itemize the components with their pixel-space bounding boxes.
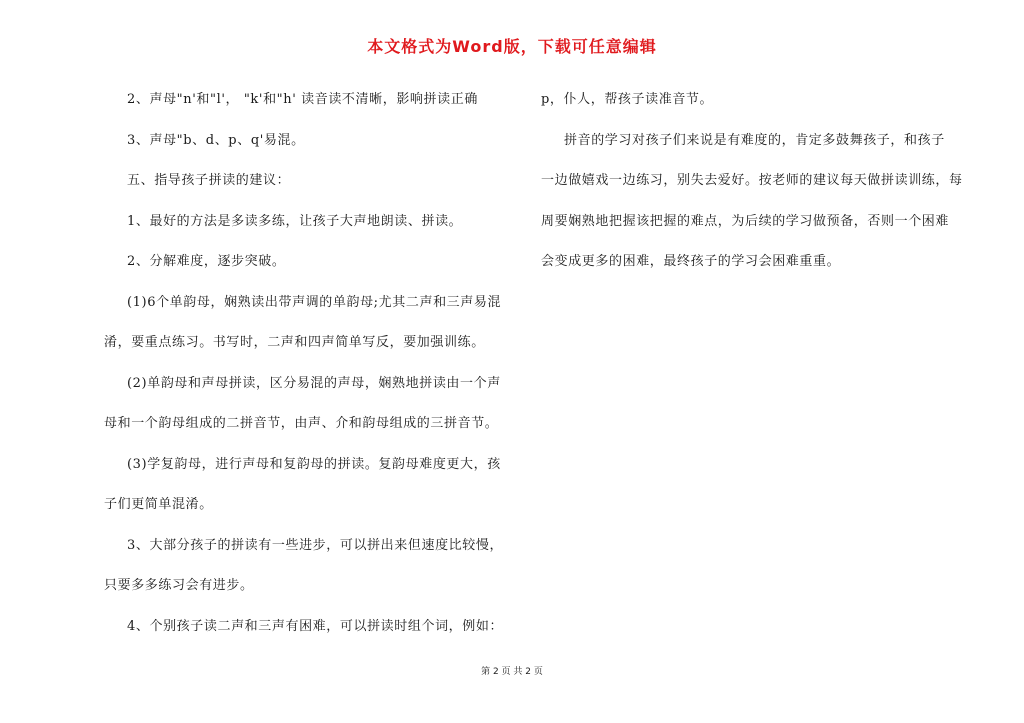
left-paragraph-line: 五、指导孩子拼读的建议： [127, 173, 291, 188]
left-paragraph-line: 3、大部分孩子的拼读有一些进步，可以拼出来但速度比较慢， [127, 537, 504, 553]
left-paragraph-line: (1)6个单韵母，娴熟读出带声调的单韵母;尤其二声和三声易混 [127, 294, 502, 310]
left-paragraph-line: 2、声母"n'和"l'， "k'和"h' 读音读不清晰，影响拼读正确 [127, 92, 478, 107]
document-banner: 本文格式为Word版，下载可任意编辑 [367, 37, 657, 56]
left-paragraph-line: (2)单韵母和声母拼读，区分易混的声母，娴熟地拼读由一个声 [127, 375, 501, 391]
right-paragraph-line: 周要娴熟地把握该把握的难点，为后续的学习做预备，否则一个困难 [541, 213, 950, 229]
left-paragraph-line: (3)学复韵母，进行声母和复韵母的拼读。复韵母难度更大，孩 [127, 456, 501, 472]
page-number-footer: 第 2 页 共 2 页 [481, 667, 543, 677]
left-paragraph-line: 子们更简单混淆。 [104, 497, 213, 512]
right-paragraph-line: 一边做嬉戏一边练习，别失去爱好。按老师的建议每天做拼读训练，每 [541, 173, 963, 188]
right-paragraph-line: 会变成更多的困难，最终孩子的学习会困难重重。 [541, 254, 841, 269]
left-paragraph-line: 4、个别孩子读二声和三声有困难，可以拼读时组个词，例如： [127, 618, 504, 634]
left-paragraph-line: 1、最好的方法是多读多练，让孩子大声地朗读、拼读。 [127, 213, 463, 229]
right-paragraph-line: 拼音的学习对孩子们来说是有难度的，肯定多鼓舞孩子，和孩子 [564, 132, 945, 148]
right-paragraph-line: p，仆人，帮孩子读准音节。 [541, 92, 714, 107]
left-text-column [104, 80, 514, 647]
right-text-column [541, 80, 961, 283]
left-paragraph-line: 3、声母"b、d、p、q'易混。 [127, 132, 305, 148]
left-paragraph-line: 淆，要重点练习。书写时，二声和四声简单写反，要加强训练。 [104, 335, 485, 350]
left-paragraph-line: 只要多多练习会有进步。 [104, 578, 254, 593]
left-paragraph-line: 2、分解难度，逐步突破。 [127, 254, 286, 269]
left-paragraph-line: 母和一个韵母组成的二拼音节，由声、介和韵母组成的三拼音节。 [104, 416, 499, 431]
